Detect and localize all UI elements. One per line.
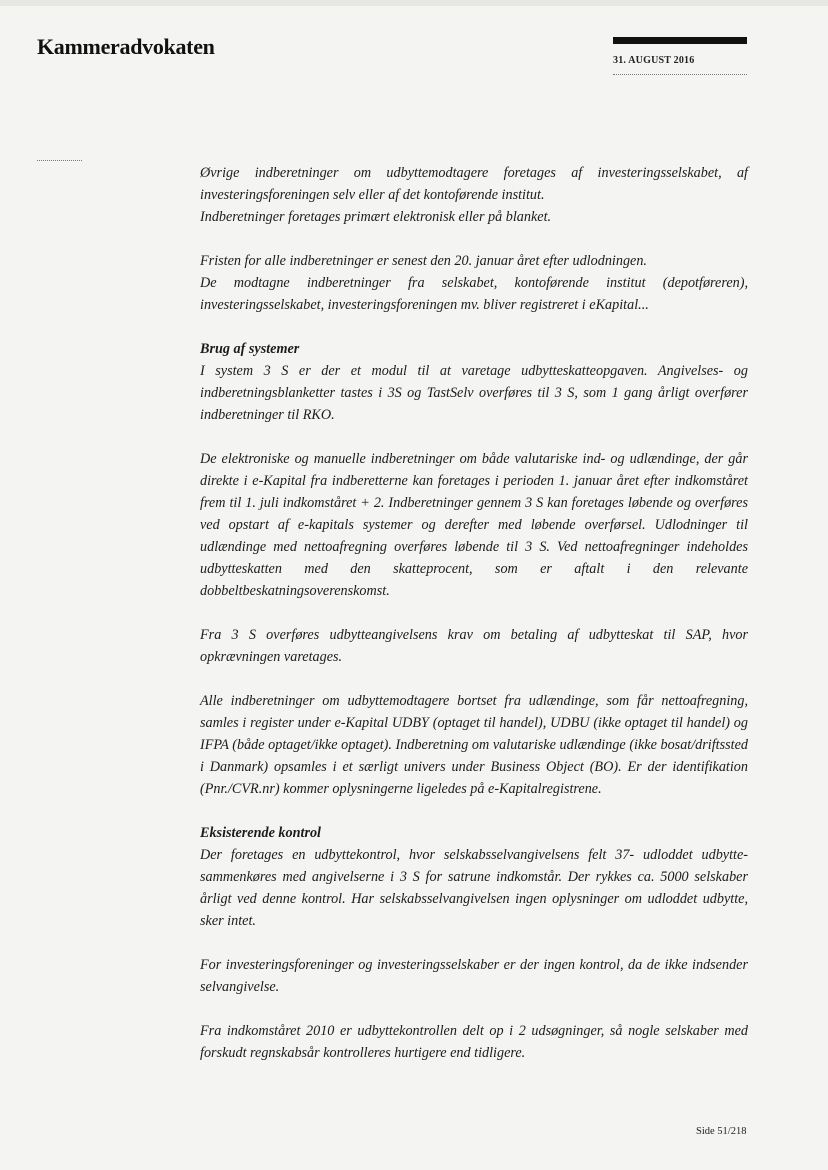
paragraph-text: Indberetninger foretages primært elektronisk eller på blanket.: [200, 209, 552, 225]
paragraph-sap-transfer: Fra 3 S overføres udbytteangivelsens krav om betaling af udbytteskat til SAP, hvor opkrævningen varetages.: [200, 627, 748, 665]
header-rule: [613, 37, 747, 44]
paragraph-dividend-control: Der foretages en udbyttekontrol, hvor selskabsselvangivelsens felt 37- udloddet udbytte- sammenkøres med angivelserne i 3 S for satrune indkomstår. Der rykkes ca. 5000 selskaber årligt ved denne kontrol. Har selskabsselvangivelsen ingen oplysninger om udloddet udbytte, sker intet.: [200, 847, 748, 929]
document-date: 31. AUGUST 2016: [613, 55, 695, 66]
page-number: Side 51/218: [696, 1126, 747, 1137]
section-heading-existing-control: Eksisterende kontrol: [200, 825, 322, 841]
paragraph-electronic-reports: De elektroniske og manuelle indberetninger om både valutariske ind- og udlændinge, der går direkte i e-Kapital fra indberetterne kan foretages i perioden 1. januar året efter indkomståret frem til 1. juli indkomståret + 2. Indberetninger gennem 3 S kan foretages løbende og overføres ved opstart af e-kapitals systemer og derefter med løbende overførsel. Udlodninger til udlændinge med nettoafregning overføres løbende til 3 S. Ved nettoafregninger indeholdes udbytteskatten med den skatteprocent, som er aftalt i den relevante dobbeltbeskatningsoverenskomst.: [200, 451, 748, 599]
section-heading-systems: Brug af systemer: [200, 341, 300, 357]
paragraph-investment-funds: For investeringsforeninger og investeringsselskaber er der ingen kontrol, da de ikke indsender selvangivelse.: [200, 957, 748, 995]
paragraph-deadline: [200, 250, 748, 316]
header-dotted-line: [613, 74, 747, 75]
organization-name: Kammeradvokaten: [37, 34, 215, 59]
paragraph-system-3s: I system 3 S er der et modul til at varetage udbytteskatteopgaven. Angivelses- og indberetningsblanketter tastes i 3S og TastSelv overføres til 3 S, som 1 gang årligt overfører indberetninger til RKO.: [200, 363, 748, 423]
paragraph-income-year-2010: Fra indkomståret 2010 er udbyttekontrollen delt op i 2 udsøgninger, så nogle selskaber med forskudt regnskabsår kontrolleres hurtigere end tidligere.: [200, 1023, 748, 1061]
paragraph-registers: Alle indberetninger om udbyttemodtagere bortset fra udlændinge, som får nettoafregning, samles i register under e-Kapital UDBY (optaget til handel), UDBU (ikke optaget til handel) og IFPA (både optaget/ikke optaget). Indberetning om valutariske udlændinge (ikke bosat/driftssted i Danmark) opsamles i et særligt univers under Business Object (BO). Er der identifikation (Pnr./CVR.nr) kommer oplysningerne ligeledes på e-Kapitalregistrene.: [200, 693, 748, 797]
paragraph-text: Øvrige indberetninger om udbyttemodtagere foretages af investeringsselskabet, af investeringsforeningen selv eller af det kontoførende institut.: [200, 165, 748, 203]
document-body: [200, 162, 748, 1086]
paragraph-text: De modtagne indberetninger fra selskabet, kontoførende institut (depotføreren), investeringsselskabet, investeringsforeningen mv. bliver registreret i eKapital...: [200, 275, 748, 313]
paragraph-other-reports: [200, 162, 748, 228]
margin-dotted-line: [37, 160, 82, 161]
paragraph-text: Fristen for alle indberetninger er senest den 20. januar året efter udlodningen.: [200, 253, 647, 269]
page-top-edge: [0, 0, 828, 6]
